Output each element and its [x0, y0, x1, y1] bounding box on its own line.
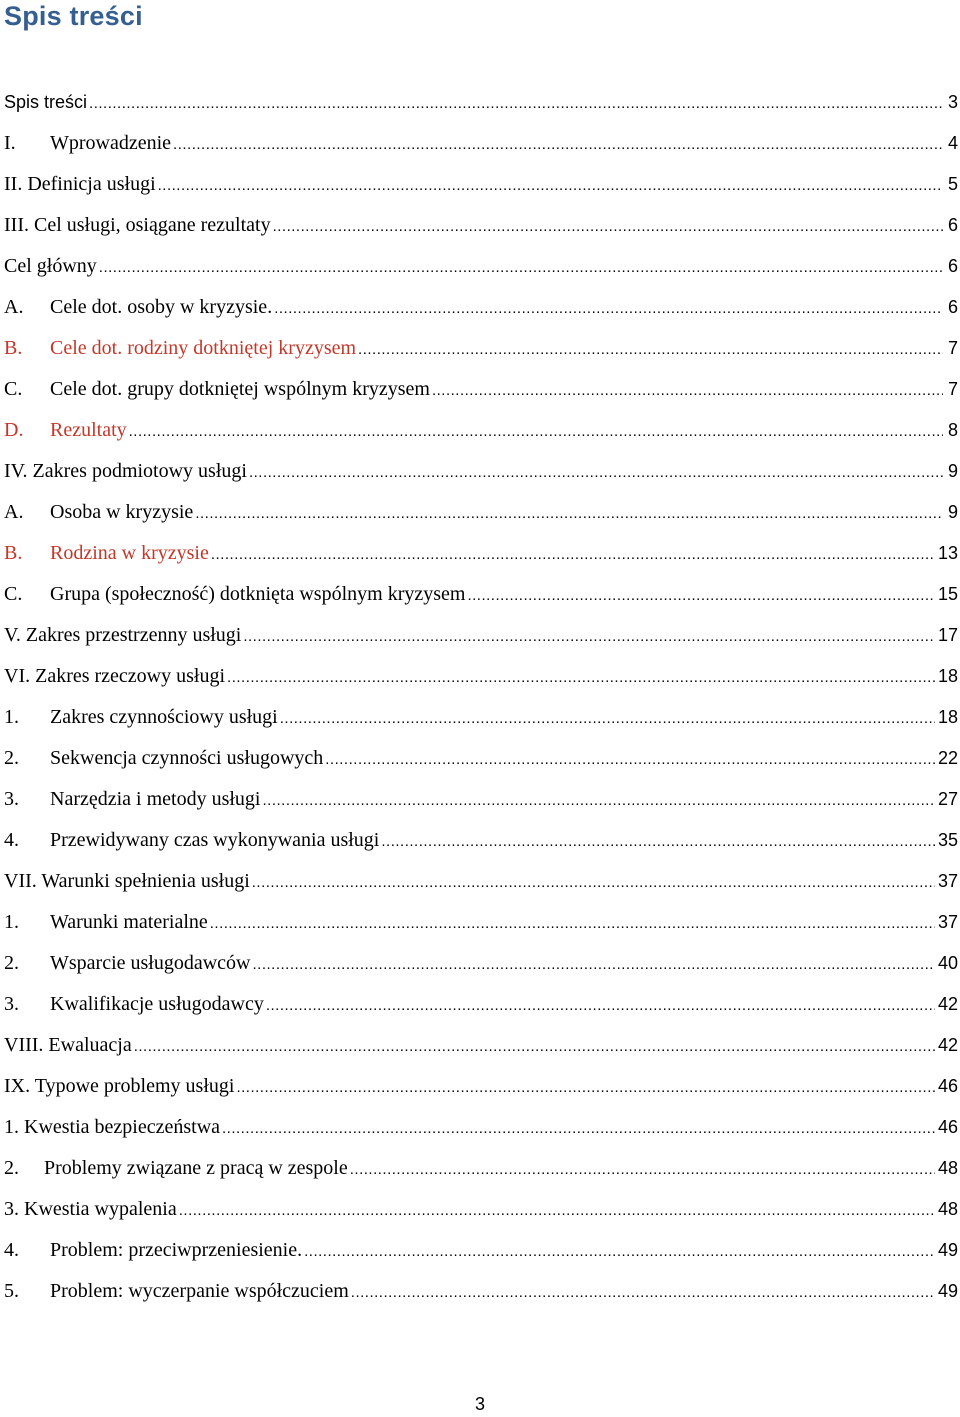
- toc-entry-label: 3. Kwestia wypalenia: [4, 1198, 177, 1220]
- toc-entry-page-number: 42: [937, 1035, 958, 1055]
- toc-entry-page-number: 13: [937, 543, 958, 563]
- toc-entry-label: Wprowadzenie: [50, 132, 172, 154]
- toc-entry-label: Zakres czynnościowy usługi: [50, 706, 278, 728]
- toc-entry[interactable]: [4, 861, 960, 902]
- toc-entry-marker: 4.: [4, 1239, 19, 1261]
- toc-entry-label: Cele dot. rodziny dotkniętej kryzysem: [50, 337, 357, 359]
- table-of-contents: [4, 82, 960, 1312]
- dot-leader: [351, 1272, 935, 1312]
- dot-leader: [211, 534, 935, 574]
- toc-entry-page-number: 4: [947, 133, 958, 153]
- toc-entry-label: Wsparcie usługodawców: [50, 952, 251, 974]
- dot-leader: [280, 698, 935, 738]
- toc-entry-marker: 5.: [4, 1280, 19, 1302]
- toc-entry-page-number: 49: [937, 1240, 958, 1260]
- toc-entry-page-number: 22: [937, 748, 958, 768]
- toc-entry-label: VII. Warunki spełnienia usługi: [4, 870, 250, 892]
- toc-entry-label: IV. Zakres podmiotowy usługi: [4, 460, 247, 482]
- toc-entry[interactable]: [4, 1025, 960, 1066]
- toc-entry-marker: I.: [4, 132, 16, 154]
- toc-entry-label: Problemy związane z pracą w zespole: [44, 1157, 348, 1179]
- toc-entry-page-number: 27: [937, 789, 958, 809]
- dot-leader: [243, 616, 935, 656]
- toc-entry[interactable]: [4, 779, 960, 820]
- toc-entry-page-number: 17: [937, 625, 958, 645]
- dot-leader: [325, 739, 935, 779]
- toc-entry-page-number: 40: [937, 953, 958, 973]
- toc-entry-page-number: 15: [937, 584, 958, 604]
- toc-entry-label: VI. Zakres rzeczowy usługi: [4, 665, 226, 687]
- toc-entry-page-number: 5: [947, 174, 958, 194]
- toc-entry-marker: B.: [4, 542, 23, 564]
- toc-entry-marker: 2.: [4, 952, 19, 974]
- dot-leader: [350, 1149, 935, 1189]
- toc-entry-marker: D.: [4, 419, 24, 441]
- dot-leader: [99, 247, 943, 287]
- toc-entry-label: V. Zakres przestrzenny usługi: [4, 624, 242, 646]
- toc-entry[interactable]: [4, 1148, 960, 1189]
- dot-leader: [222, 1108, 935, 1148]
- toc-entry[interactable]: [4, 533, 960, 574]
- toc-entry-label: Przewidywany czas wykonywania usługi: [50, 829, 380, 851]
- toc-entry-label: Problem: wyczerpanie współczuciem: [50, 1280, 349, 1302]
- toc-entry-label: Grupa (społeczność) dotknięta wspólnym kryzysem: [50, 583, 466, 605]
- toc-entry[interactable]: [4, 205, 960, 246]
- toc-entry[interactable]: [4, 1230, 960, 1271]
- toc-entry-page-number: 48: [937, 1158, 958, 1178]
- toc-entry[interactable]: [4, 984, 960, 1025]
- dot-leader: [236, 1067, 935, 1107]
- toc-entry[interactable]: [4, 574, 960, 615]
- dot-leader: [253, 944, 935, 984]
- toc-entry-page-number: 9: [947, 502, 958, 522]
- toc-entry-marker: 1.: [4, 911, 19, 933]
- toc-entry-page-number: 35: [937, 830, 958, 850]
- dot-leader: [210, 903, 935, 943]
- dot-leader: [249, 452, 943, 492]
- toc-entry-label: Problem: przeciwprzeniesienie.: [50, 1239, 303, 1261]
- toc-entry-label: Narzędzia i metody usługi: [50, 788, 261, 810]
- dot-leader: [266, 985, 935, 1025]
- toc-entry-marker: 1.: [4, 706, 19, 728]
- toc-entry-page-number: 3: [947, 92, 958, 112]
- toc-entry-page-number: 46: [937, 1076, 958, 1096]
- toc-entry-page-number: 8: [947, 420, 958, 440]
- toc-entry-page-number: 7: [947, 379, 958, 399]
- dot-leader: [274, 288, 943, 328]
- toc-entry-label: Cele dot. grupy dotkniętej wspólnym kryzysem: [50, 378, 430, 400]
- toc-entry-page-number: 46: [937, 1117, 958, 1137]
- toc-entry[interactable]: [4, 943, 960, 984]
- toc-entry[interactable]: [4, 820, 960, 861]
- toc-entry[interactable]: [4, 1271, 960, 1312]
- toc-entry-marker: 3.: [4, 788, 19, 810]
- toc-entry-page-number: 37: [937, 871, 958, 891]
- toc-entry-page-number: 42: [937, 994, 958, 1014]
- dot-leader: [173, 124, 943, 164]
- toc-entry-page-number: 7: [947, 338, 958, 358]
- dot-leader: [89, 83, 943, 123]
- toc-entry[interactable]: [4, 492, 960, 533]
- dot-leader: [179, 1190, 935, 1230]
- toc-entry-label: Kwalifikacje usługodawcy: [50, 993, 264, 1015]
- toc-entry[interactable]: [4, 451, 960, 492]
- toc-entry[interactable]: [4, 164, 960, 205]
- dot-leader: [432, 370, 943, 410]
- toc-entry-label: Sekwencja czynności usługowych: [50, 747, 324, 769]
- dot-leader: [358, 329, 943, 369]
- toc-entry-marker: C.: [4, 583, 23, 605]
- toc-entry-label: IX. Typowe problemy usługi: [4, 1075, 235, 1097]
- toc-entry[interactable]: [4, 1107, 960, 1148]
- dot-leader: [263, 780, 935, 820]
- dot-leader: [252, 862, 935, 902]
- toc-entry-page-number: 6: [947, 256, 958, 276]
- toc-entry-marker: 3.: [4, 993, 19, 1015]
- dot-leader: [381, 821, 935, 861]
- toc-entry-page-number: 37: [937, 912, 958, 932]
- toc-entry-marker: 4.: [4, 829, 19, 851]
- dot-leader: [129, 411, 943, 451]
- dot-leader: [195, 493, 943, 533]
- toc-entry-label: II. Definicja usługi: [4, 173, 156, 195]
- toc-entry-marker: C.: [4, 378, 23, 400]
- toc-entry[interactable]: [4, 246, 960, 287]
- toc-entry[interactable]: [4, 287, 960, 328]
- toc-entry-label: Spis treści: [4, 92, 88, 112]
- toc-entry-label: 1. Kwestia bezpieczeństwa: [4, 1116, 221, 1138]
- toc-entry[interactable]: [4, 1066, 960, 1107]
- toc-heading: Spis treści: [4, 1, 143, 31]
- toc-entry-label: Rodzina w kryzysie: [50, 542, 209, 564]
- toc-entry-page-number: 6: [947, 297, 958, 317]
- toc-entry-label: Osoba w kryzysie: [50, 501, 194, 523]
- toc-entry-marker: B.: [4, 337, 23, 359]
- dot-leader: [158, 165, 943, 205]
- toc-entry[interactable]: [4, 656, 960, 697]
- dot-leader: [304, 1231, 935, 1271]
- toc-entry-page-number: 6: [947, 215, 958, 235]
- toc-entry[interactable]: [4, 410, 960, 451]
- dot-leader: [467, 575, 935, 615]
- toc-entry-label: Cel główny: [4, 255, 97, 277]
- toc-entry[interactable]: [4, 82, 960, 123]
- toc-entry-marker: 2.: [4, 747, 19, 769]
- toc-entry[interactable]: [4, 697, 960, 738]
- toc-entry-page-number: 48: [937, 1199, 958, 1219]
- toc-entry-marker: 2.: [4, 1157, 19, 1179]
- toc-entry-page-number: 49: [937, 1281, 958, 1301]
- toc-entry-marker: A.: [4, 501, 24, 523]
- toc-entry[interactable]: [4, 1189, 960, 1230]
- toc-entry-marker: A.: [4, 296, 24, 318]
- toc-entry-label: Warunki materialne: [50, 911, 208, 933]
- toc-entry-label: VIII. Ewaluacja: [4, 1034, 132, 1056]
- dot-leader: [134, 1026, 935, 1066]
- toc-entry-label: III. Cel usługi, osiągane rezultaty: [4, 214, 271, 236]
- dot-leader: [273, 206, 943, 246]
- toc-entry-label: Cele dot. osoby w kryzysie.: [50, 296, 273, 318]
- toc-entry[interactable]: [4, 328, 960, 369]
- dot-leader: [227, 657, 935, 697]
- toc-entry[interactable]: [4, 123, 960, 164]
- toc-entry[interactable]: [4, 369, 960, 410]
- toc-entry-page-number: 9: [947, 461, 958, 481]
- toc-entry-page-number: 18: [937, 666, 958, 686]
- toc-entry-page-number: 18: [937, 707, 958, 727]
- toc-entry[interactable]: [4, 615, 960, 656]
- toc-entry[interactable]: [4, 902, 960, 943]
- page-number: 3: [474, 1394, 485, 1414]
- toc-entry[interactable]: [4, 738, 960, 779]
- toc-entry-label: Rezultaty: [50, 419, 127, 441]
